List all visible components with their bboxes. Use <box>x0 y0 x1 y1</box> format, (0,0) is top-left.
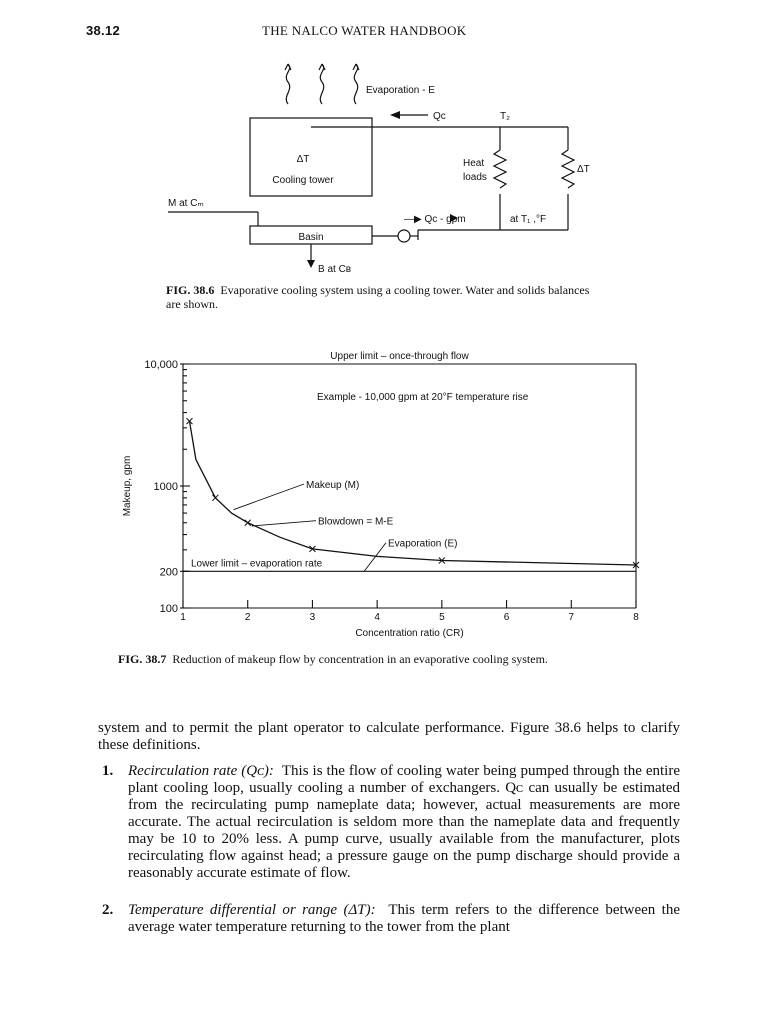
qc-label: Qᴄ <box>433 111 446 122</box>
x-tick-label: 1 <box>180 612 186 623</box>
annotation-label: Makeup (M) <box>306 480 360 491</box>
list-item-1-text: This is the flow of cooling water being pumped through the entire plant cooling loop, usually cooling a number of exchangers. Qᴄ can usually be estimated from the recirculating pump nameplate data; however, actual measurements are more accurate. The actual recirculation is seldom more than the nameplate data and frequently may be 10 to 20% less. A pump curve, usually available from the manufacturer, plots recirculating flow against head; a pressure gauge on the pump discharge should provide a reasonably accurate estimate of flow. <box>128 763 681 881</box>
upper-limit-label: Upper limit – once-through flow <box>330 351 469 362</box>
list-item-2 <box>98 902 680 936</box>
qc-gpm-label: —▶ Qᴄ - gpm <box>404 214 466 225</box>
figure-38-6-diagram <box>0 0 768 290</box>
list-item-2-body <box>128 902 680 936</box>
tower-delta-t-label: ΔT <box>296 154 310 165</box>
annotation-leader <box>234 484 304 510</box>
evaporation-arrow-3 <box>354 64 357 104</box>
loads-label: loads <box>463 172 487 183</box>
list-item-2-number: 2. <box>102 902 114 918</box>
delta-t-coil <box>562 150 574 188</box>
x-tick-label: 6 <box>503 612 510 623</box>
list-item-1-body <box>128 763 680 882</box>
heat-label: Heat <box>463 158 485 169</box>
y-axis-label: Makeup, gpm <box>122 455 133 517</box>
x-tick-label: 7 <box>568 612 575 623</box>
figure-38-6-caption-label: FIG. 38.6 <box>166 283 215 297</box>
t2-label: T₂ <box>500 111 510 122</box>
pump-icon <box>398 230 410 242</box>
x-tick-label: 4 <box>374 612 380 623</box>
data-point-marker <box>245 520 251 526</box>
y-tick-label: 10,000 <box>144 359 178 371</box>
figure-38-7-caption-label: FIG. 38.7 <box>118 652 167 666</box>
annotation-label: Evaporation (E) <box>388 538 458 550</box>
figure-38-6-caption <box>166 283 606 311</box>
intro-paragraph: system and to permit the plant operator to calculate performance. Figure 38.6 helps to clarify these definitions. <box>98 720 680 753</box>
x-tick-label: 5 <box>439 612 445 623</box>
figure-38-7-chart <box>0 340 768 660</box>
running-header: THE NALCO WATER HANDBOOK <box>262 23 467 38</box>
figure-38-6-caption-text: Evaporative cooling system using a cooling tower. Water and solids balances are shown. <box>166 283 590 311</box>
list-item-1-term: Recirculation rate (Qᴄ): <box>128 763 274 779</box>
loop-delta-t-label: ΔT <box>577 164 590 175</box>
lower-limit-label: Lower limit – evaporation rate <box>191 558 323 570</box>
page-number: 38.12 <box>86 23 121 38</box>
figure-38-7-caption-text: Reduction of makeup flow by concentration in an evaporative cooling system. <box>172 652 548 666</box>
list-item-1 <box>98 763 680 882</box>
basin-label: Basin <box>298 232 324 243</box>
y-tick-label: 1000 <box>153 481 178 493</box>
list-item-1-number: 1. <box>102 763 114 779</box>
cooling-tower-label: Cooling tower <box>272 175 334 186</box>
evaporation-label: Evaporation - E <box>366 85 435 96</box>
annotation-label: Blowdown = M-E <box>318 516 394 528</box>
example-note: Example - 10,000 gpm at 20°F temperature rise <box>317 392 529 403</box>
evaporation-arrow-1 <box>286 64 289 104</box>
x-tick-label: 2 <box>244 612 251 623</box>
x-tick-label: 8 <box>633 612 639 623</box>
x-axis-label: Concentration ratio (CR) <box>355 628 464 639</box>
x-tick-label: 3 <box>309 612 316 623</box>
y-tick-label: 200 <box>159 566 178 579</box>
heat-loads-coil <box>494 150 506 188</box>
evaporation-arrow-2 <box>320 64 323 104</box>
figure-38-7-caption <box>118 652 648 666</box>
list-item-2-term: Temperature differential or range (ΔT): <box>128 902 376 918</box>
makeup-label: M at Cₘ <box>168 198 204 209</box>
data-point-marker <box>212 495 218 501</box>
t1-label: at T₁ ,°F <box>510 214 547 225</box>
list-item-2-text: This term refers to the difference between the average water temperature returning to the tower from the plant <box>128 902 680 935</box>
annotation-leader <box>252 521 316 526</box>
blowdown-label: B at Cʙ <box>318 264 352 275</box>
y-tick-label: 100 <box>159 603 178 615</box>
